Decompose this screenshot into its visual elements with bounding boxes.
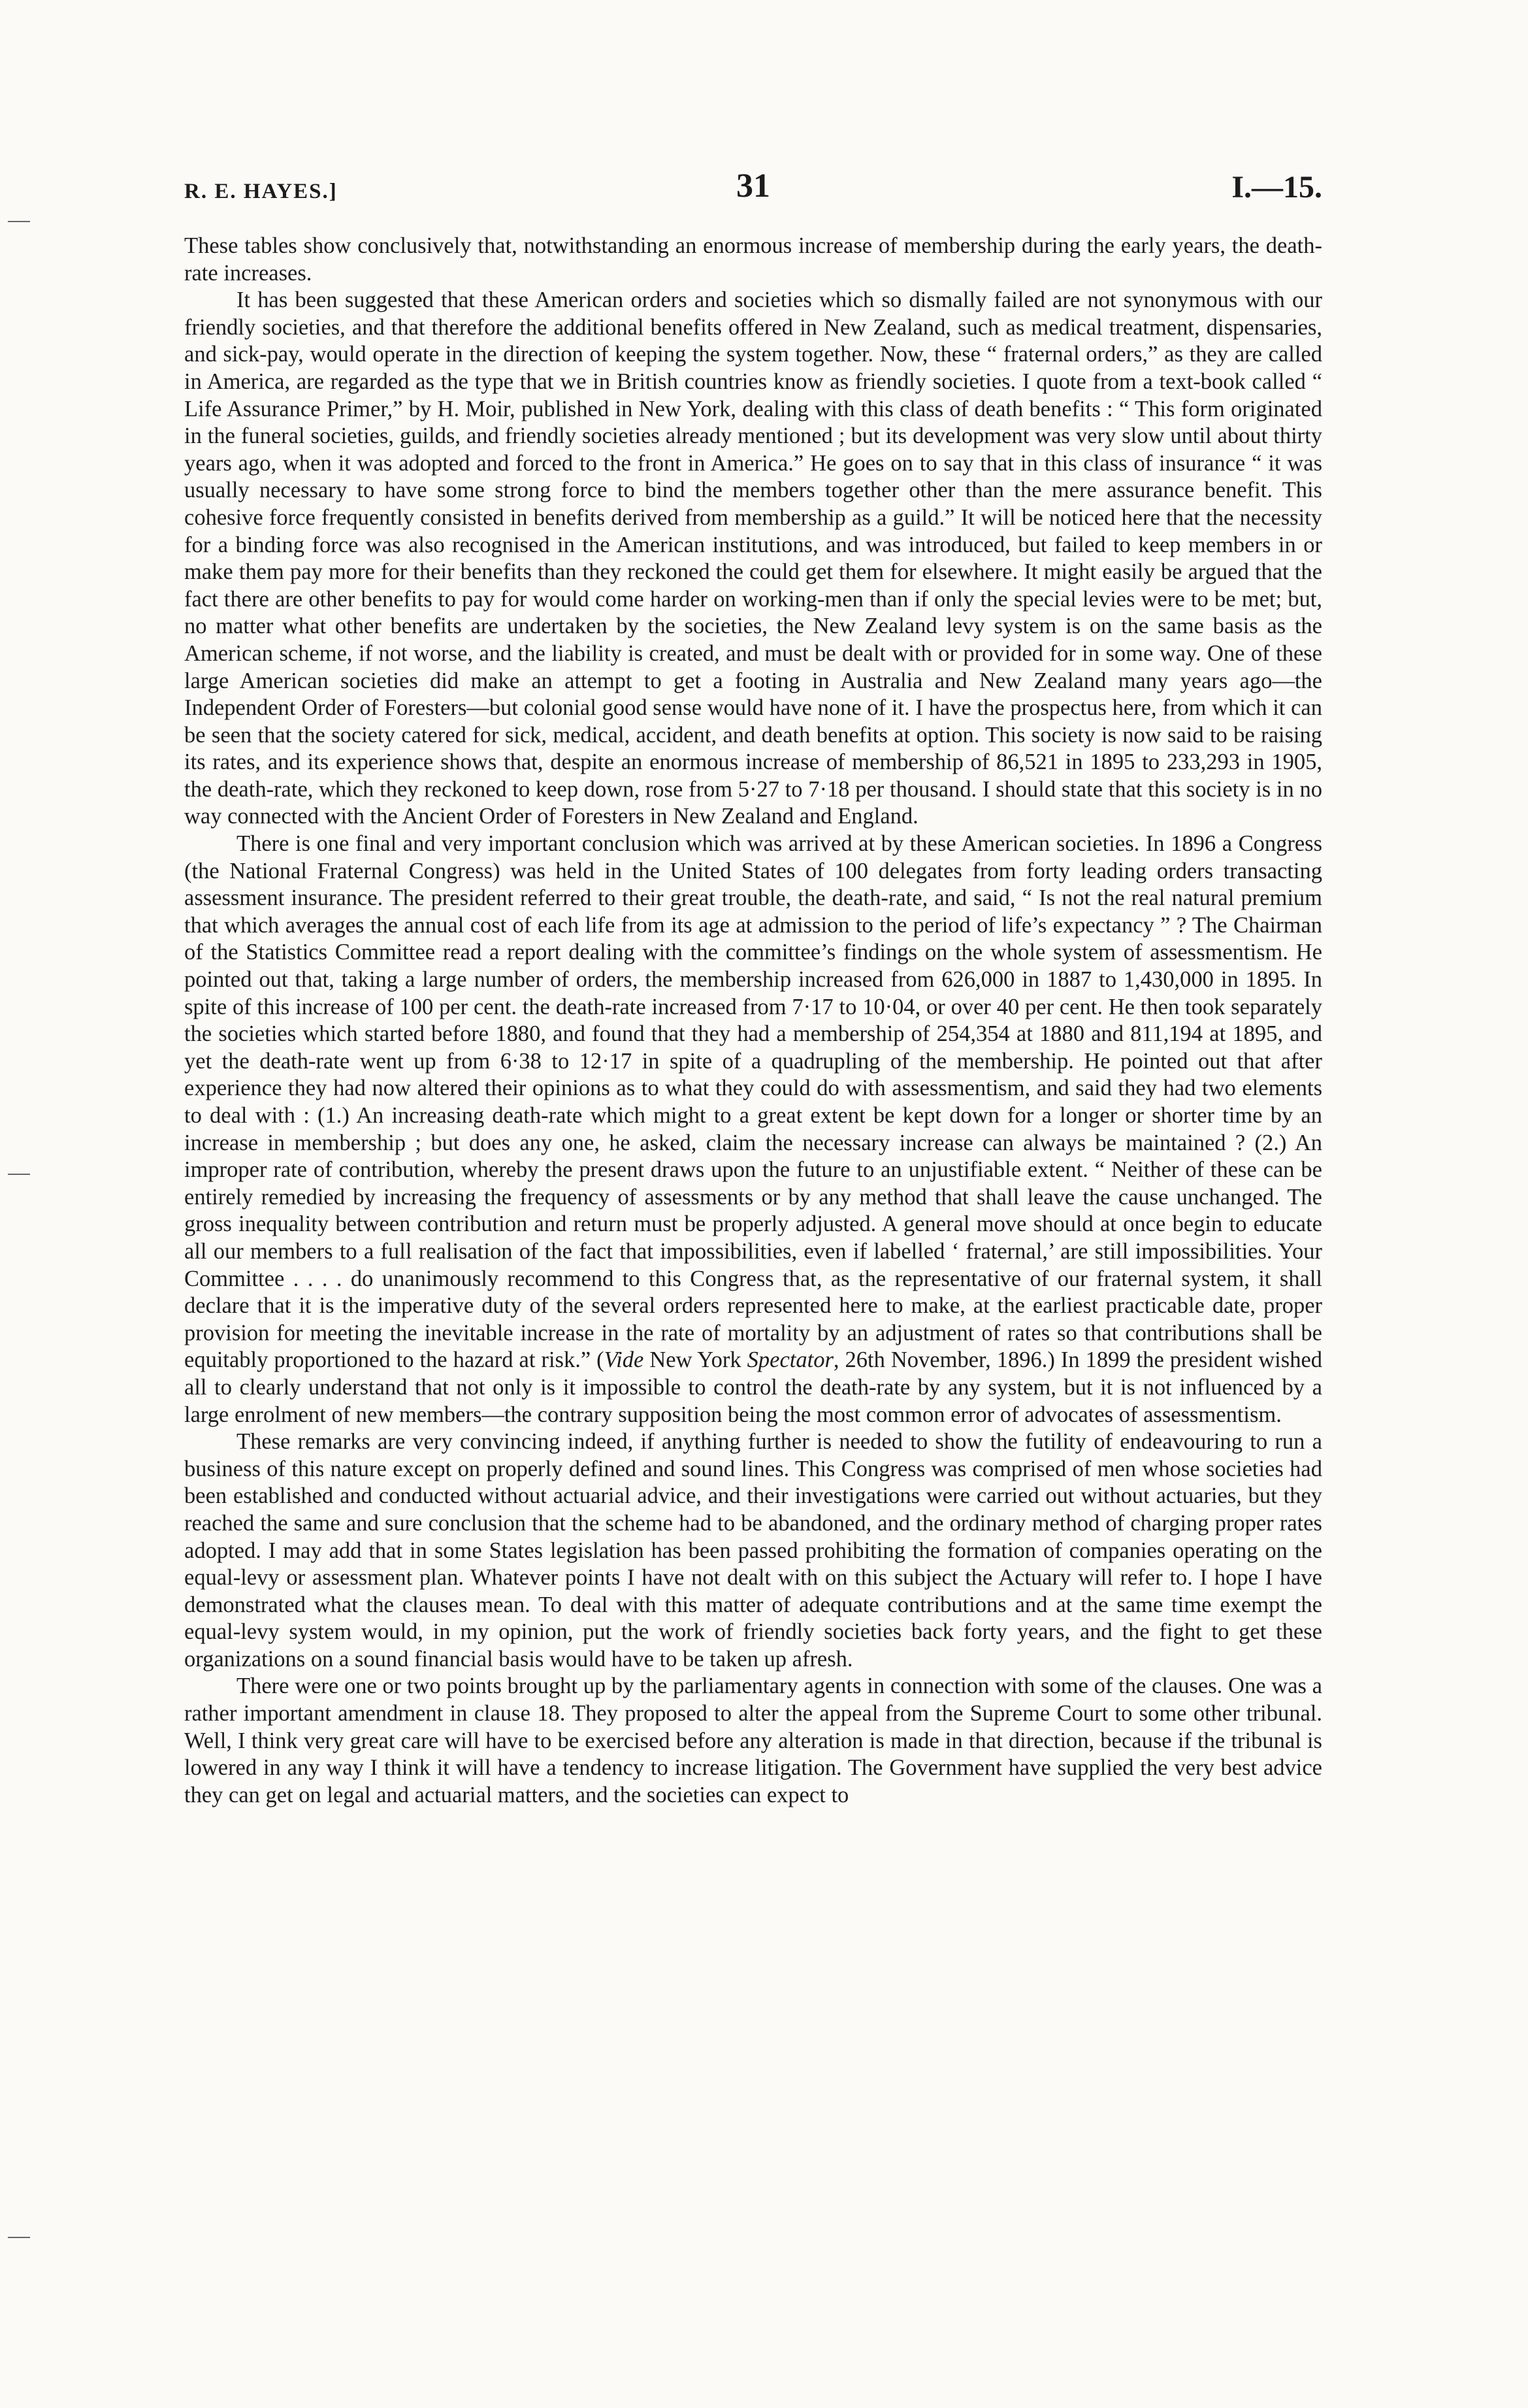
paragraph-text: , 26th November, 1896.) In 1899 the president wished all to clearly understand that not only is it impossible to control the death-rate by any system, but it is not influenced by a large enrolment of new members—the contrary supposition being the most common error of advocates of assessmentism. — [184, 1347, 1323, 1427]
paragraph-text: It has been suggested that these American orders and societies which so dismally failed are not synonymous with our friendly societies, and that therefore the additional benefits offered in New Zealand, such as medical treatment, dispensaries, and sick-pay, would operate in the direction of keeping the system together. Now, these “ fraternal orders,” as they are called in America, are regarded as the type that we in British countries know as friendly societies. I quote from a text-book called “ Life Assurance Primer,” by H. Moir, published in New York, dealing with this class of death benefits : “ This form originated in the funeral societies, guilds, and friendly societies already mentioned ; but its development was very slow until about thirty years ago, when it was adopted and forced to the front in America.” He goes on to say that in this class of insurance “ it was usually necessary to have some strong force to bind the members together other than the mere assurance benefit. This cohesive force frequently consisted in benefits derived from membership as a guild.” It will be noticed here that the necessity for a binding force was also recognised in the American institutions, and was introduced, but failed to keep members in or make them pay more for their benefits than they reckoned the could get them for elsewhere. It might easily be argued that the fact there are other benefits to pay for would come harder on working-men than if only the special levies were to be met; but, no matter what other benefits are undertaken by the societies, the New Zealand levy system is on the same basis as the American scheme, if not worse, and the liability is created, and must be dealt with or provided for in some way. One of these large American societies did make an attempt to get a footing in Australia and New Zealand many years ago—the Independent Order of Foresters—but colonial good sense would have none of it. I have the prospectus here, from which it can be seen that the society catered for sick, medical, accident, and death benefits at option. This society is now said to be raising its rates, and its experience shows that, despite an enormous increase of membership of 86,521 in 1895 to 233,293 in 1905, the death-rate, which they reckoned to keep down, rose from 5·27 to 7·18 per thousand. I should state that this society is in no way connected with the Ancient Order of Foresters in New Zealand and England. — [184, 288, 1322, 829]
paragraph-text: There is one final and very important conclusion which was arrived at by these American societies. In 1896 a Congress (the National Fraternal Congress) was held in the United States of 100 delegates from forty leading orders transacting assessment insurance. The president referred to their great trouble, the death-rate, and said, “ Is not the real natural premium that which averages the annual cost of each life from its age at admission to the period of life’s expectancy ” ? The Chairman of the Statistics Committee read a report dealing with the committee’s findings on the whole system of assessmentism. He pointed out that, taking a large number of orders, the membership increased from 626,000 in 1887 to 1,430,000 in 1895. In spite of this increase of 100 per cent. the death-rate increased from 7·17 to 10·04, or over 40 per cent. He then took separately the societies which started before 1880, and found that they had a membership of 254,354 at 1880 and 811,194 at 1895, and yet the death-rate went up from 6·38 to 12·17 in spite of a quadrupling of the membership. He pointed out that after experience they had now altered their opinions as to what they could do with assessmentism, and said they had two elements to deal with : (1.) An increasing death-rate which might to a great extent be kept down for a longer or shorter time by an increase in membership ; but does any one, he asked, claim the necessary increase can always be maintained ? (2.) An improper rate of contribution, whereby the present draws upon the future to an unjustifiable extent. “ Neither of these can be entirely remedied by increasing the frequency of assessments or by any method that shall leave the cause unchanged. The gross inequality between contribution and return must be properly adjusted. A general move should at once begin to educate all our members to a full realisation of the fact that impossibilities, even if labelled ‘ fraternal,’ are still impossibilities. Your Committee . . . . do unanimously recommend to this Congress that, as the representative of our fraternal system, it shall declare that it is the imperative duty of the several orders represented here to make, at the earliest practicable date, proper provision for meeting the inevitable increase in the rate of mortality by an adjustment of rates so that contributions shall be equitably proportioned to the hazard at risk.” ( — [184, 831, 1322, 1373]
paragraph: These tables show conclusively that, notwithstanding an enormous increase of membership during the early years, the death-rate increases. — [184, 233, 1322, 286]
paragraph-text: New York — [643, 1347, 747, 1373]
body-text — [184, 233, 1322, 1809]
paragraph — [184, 1673, 1322, 1809]
running-head — [184, 167, 1322, 219]
margin-mark — [8, 221, 30, 222]
margin-mark — [8, 2237, 30, 2238]
paragraph-text: There were one or two points brought up by the parliamentary agents in connection with some of the clauses. One was a rather important amendment in clause 18. They proposed to alter the appeal from the Supreme Court to some other tribunal. Well, I think very great care will have to be exercised before any alteration is made in that direction, because if the tribunal is lowered in any way I think it will have a tendency to increase litigation. The Government have supplied the very best advice they can get on legal and actuarial matters, and the societies can expect to — [184, 1674, 1322, 1807]
italic-latin-term: Vide — [604, 1347, 644, 1373]
paper-reference: I.—15. — [1231, 170, 1322, 205]
page-number: 31 — [736, 167, 770, 205]
italic-publication-title: Spectator — [747, 1347, 834, 1373]
margin-mark — [8, 1174, 30, 1175]
paragraph — [184, 831, 1322, 1428]
author-running-head: R. E. HAYES.] — [184, 180, 338, 203]
paragraph — [184, 1428, 1322, 1673]
paragraph-text: These remarks are very convincing indeed, if anything further is needed to show the futility of endeavouring to run a business of this nature except on properly defined and sound lines. This Congress was comprised of men whose societies had been established and conducted without actuarial advice, and their investigations were carried out without actuaries, but they reached the same and sure conclusion that the scheme had to be abandoned, and the ordinary method of charging proper rates adopted. I may add that in some States legislation has been passed prohibiting the formation of companies operating on the equal-levy or assessment plan. Whatever points I have not dealt with on this subject the Actuary will refer to. I hope I have demonstrated what the clauses mean. To deal with this matter of adequate contributions and at the same time exempt the equal-levy system would, in my opinion, put the work of friendly societies back forty years, and the fight to get these organizations on a sound financial basis would have to be taken up afresh. — [184, 1429, 1322, 1672]
paragraph — [184, 287, 1322, 831]
